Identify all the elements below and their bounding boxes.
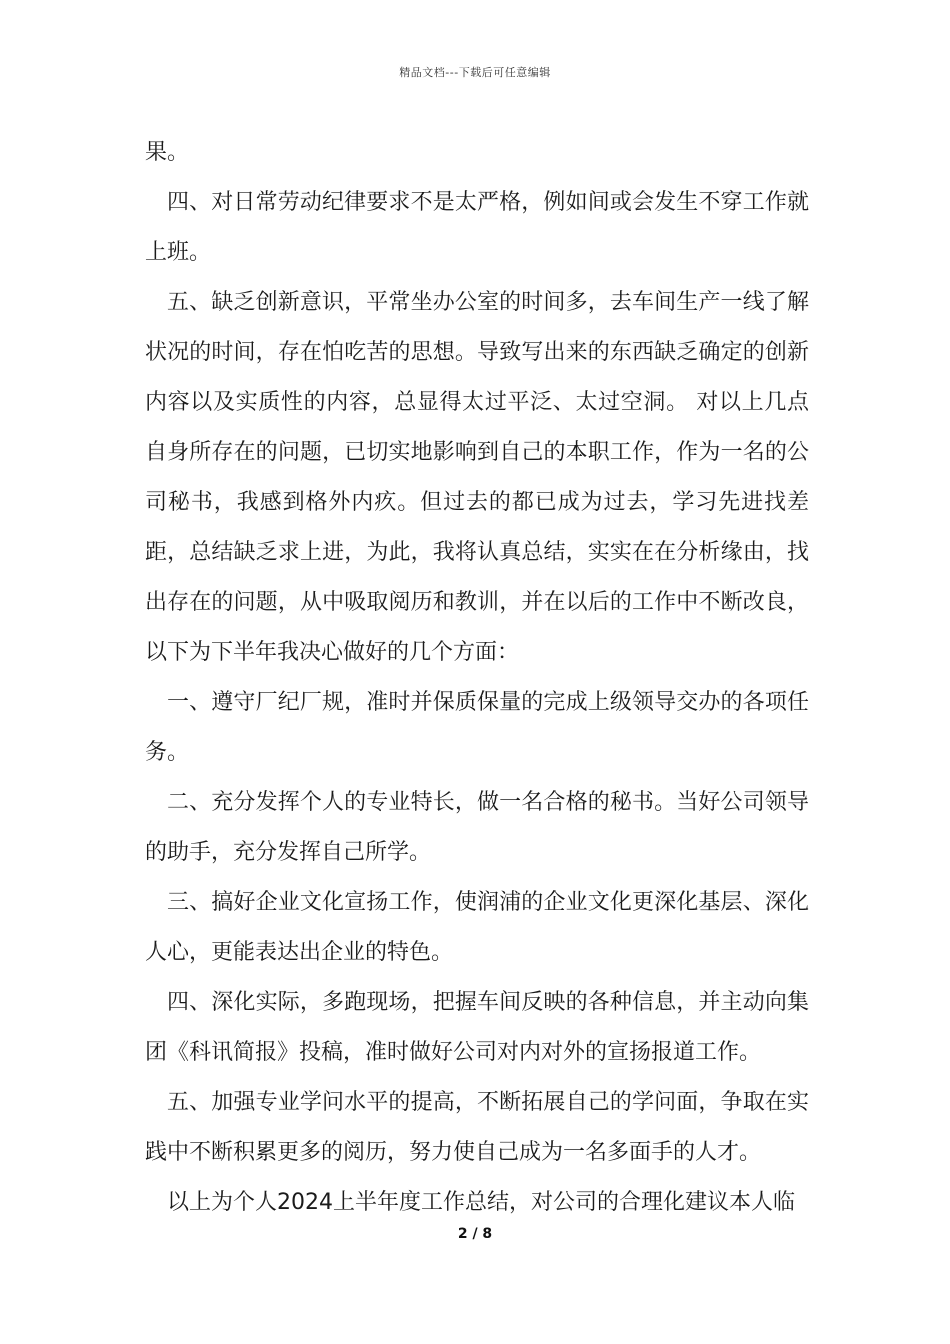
paragraph-6: 三、搞好企业文化宣扬工作，使润浦的企业文化更深化基层、深化人心，更能表达出企业的特色。 <box>145 890 809 965</box>
page-header: 精品文档---下载后可任意编辑 <box>399 66 551 79</box>
paragraph-2: 四、对日常劳动纪律要求不是太严格，例如间或会发生不穿工作就上班。 <box>145 190 809 265</box>
paragraph-1: 果。 <box>145 140 190 165</box>
paragraph-9: 以上为个人2024上半年度工作总结，对公司的合理化建议本人临 <box>167 1190 795 1215</box>
document-body <box>145 128 809 1228</box>
paragraph-8: 五、加强专业学问水平的提高，不断拓展自己的学问面，争取在实践中不断积累更多的阅历，努力使自己成为一名多面手的人才。 <box>145 1090 809 1165</box>
paragraph-3: 五、缺乏创新意识，平常坐办公室的时间多，去车间生产一线了解状况的时间，存在怕吃苦的思想。导致写出来的东西缺乏确定的创新内容以及实质性的内容，总显得太过平泛、太过空洞。 对以上几点自身所存在的问题，已切实地影响到自己的本职工作，作为一名的公司秘书，我感到格外内疚。但过去的都已成为过去，学习先进找差距，总结缺乏求上进，为此，我将认真总结，实实在在分析缘由，找出存在的问题，从中吸取阅历和教训，并在以后的工作中不断改良，以下为下半年我决心做好的几个方面： <box>145 290 809 665</box>
paragraph-7: 四、深化实际，多跑现场，把握车间反映的各种信息，并主动向集团《科讯简报》投稿，准时做好公司对内对外的宣扬报道工作。 <box>145 990 809 1065</box>
page-number: 2 / 8 <box>457 1226 493 1242</box>
paragraph-4: 一、遵守厂纪厂规，准时并保质保量的完成上级领导交办的各项任务。 <box>145 690 809 765</box>
paragraph-5: 二、充分发挥个人的专业特长，做一名合格的秘书。当好公司领导的助手，充分发挥自己所学。 <box>145 790 809 865</box>
